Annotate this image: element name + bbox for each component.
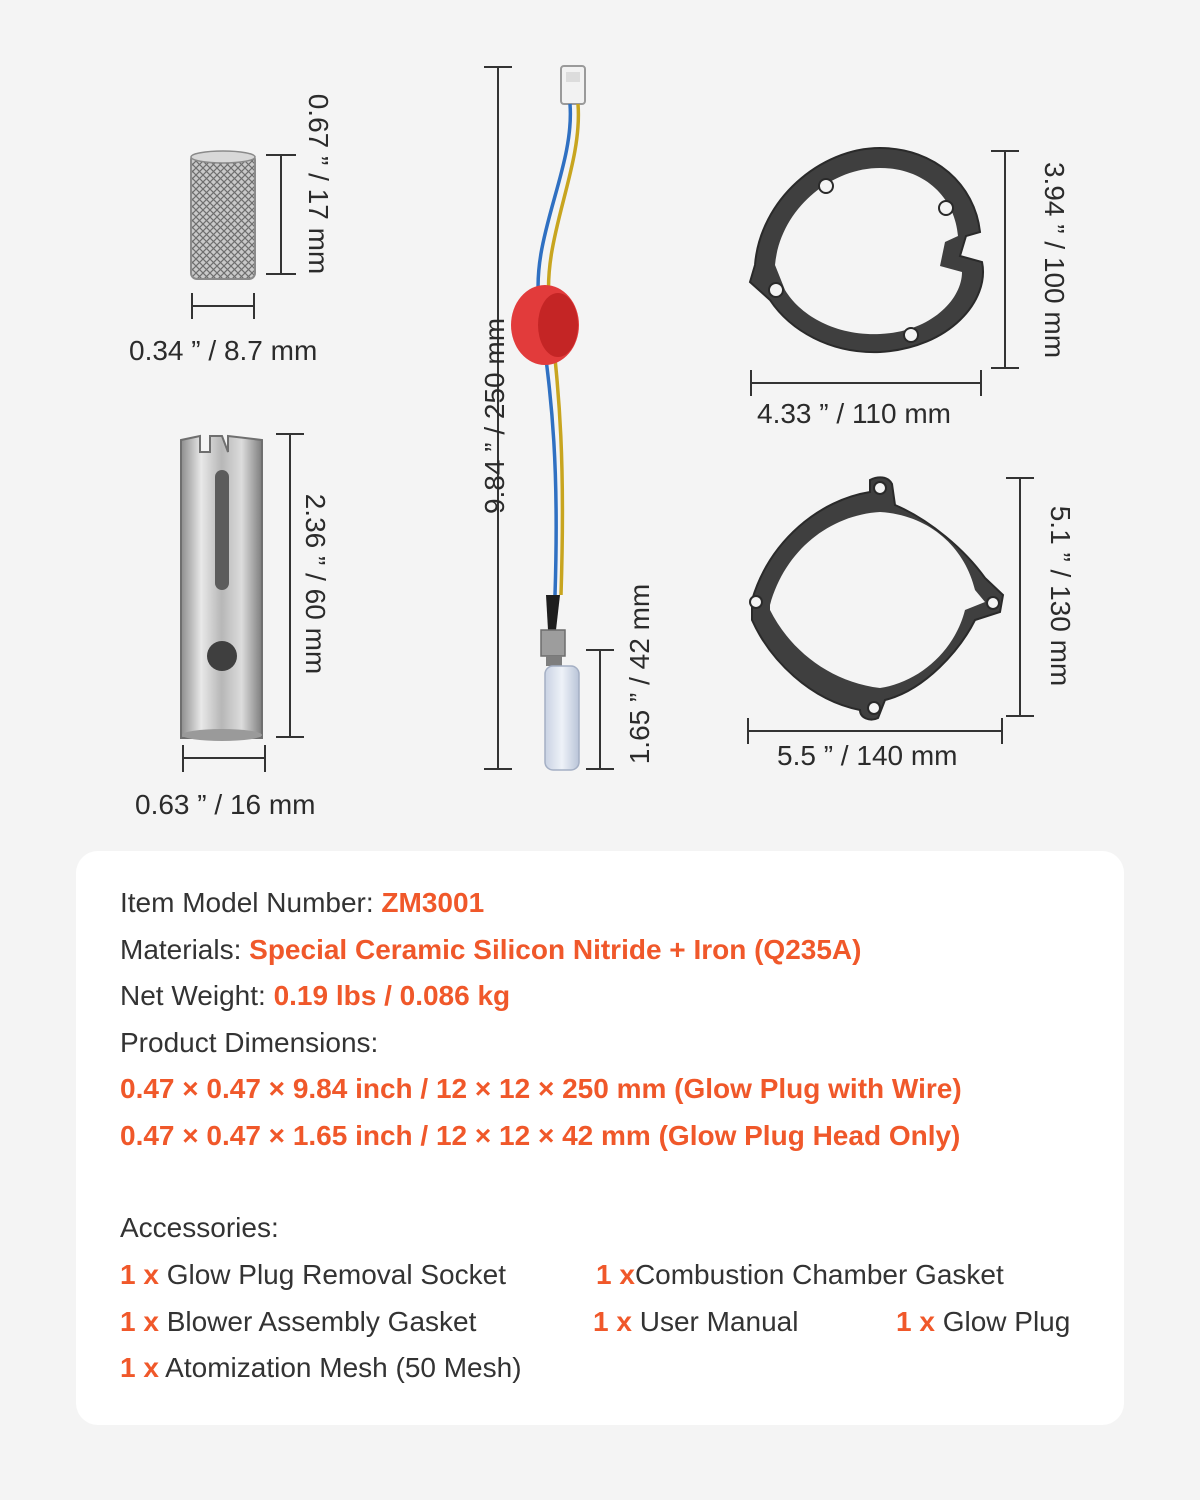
glow-plug-image bbox=[511, 66, 585, 770]
accessory-name: Blower Assembly Gasket bbox=[158, 1306, 477, 1337]
accessory-qty: 1 x bbox=[120, 1259, 159, 1290]
dimension-line-2: 0.47 × 0.47 × 1.65 inch / 12 × 12 × 42 mm (Glow Plug Head Only) bbox=[120, 1120, 961, 1151]
weight-value: 0.19 lbs / 0.086 kg bbox=[273, 980, 511, 1011]
accessories-heading: Accessories: bbox=[120, 1212, 279, 1243]
accessory-item bbox=[593, 1306, 798, 1338]
model-label: Item Model Number: bbox=[120, 887, 382, 918]
mesh-height-dimension-line bbox=[266, 155, 296, 274]
accessory-name: User Manual bbox=[631, 1306, 799, 1337]
accessory-name: Atomization Mesh (50 Mesh) bbox=[158, 1352, 522, 1383]
mesh-width-label: 0.34 ” / 8.7 mm bbox=[129, 335, 318, 366]
chamber-height-label: 3.94 ” / 100 mm bbox=[1039, 161, 1070, 359]
plug-head-dimension-line bbox=[586, 650, 614, 769]
model-row bbox=[120, 887, 484, 919]
mesh-width-dimension-line bbox=[192, 293, 254, 319]
materials-row bbox=[120, 934, 861, 966]
weight-row bbox=[120, 980, 510, 1012]
materials-value: Special Ceramic Silicon Nitride + Iron (Q235A) bbox=[249, 934, 862, 965]
accessory-qty: 1 x bbox=[593, 1306, 632, 1337]
materials-label: Materials: bbox=[120, 934, 250, 965]
chamber-width-dimension-line bbox=[751, 370, 981, 396]
combustion-chamber-gasket-image bbox=[750, 148, 983, 352]
atomization-mesh-image bbox=[191, 151, 255, 279]
chamber-width-label: 4.33 ” / 110 mm bbox=[757, 398, 952, 429]
chamber-height-dimension-line bbox=[991, 151, 1019, 368]
accessory-qty: 1 x bbox=[596, 1259, 635, 1290]
dimension-line-1: 0.47 × 0.47 × 9.84 inch / 12 × 12 × 250 mm (Glow Plug with Wire) bbox=[120, 1073, 962, 1104]
blower-height-dimension-line bbox=[1006, 478, 1034, 716]
accessory-item bbox=[896, 1306, 1070, 1338]
weight-label: Net Weight: bbox=[120, 980, 274, 1011]
socket-width-dimension-line bbox=[183, 745, 265, 772]
plug-length-label: 9.84 ” / 250 mm bbox=[479, 317, 510, 515]
blower-gasket-image bbox=[750, 477, 1003, 719]
accessory-name: Glow Plug Removal Socket bbox=[158, 1259, 506, 1290]
blower-width-label: 5.5 ” / 140 mm bbox=[777, 740, 958, 771]
accessory-name: Combustion Chamber Gasket bbox=[634, 1259, 1004, 1290]
socket-width-label: 0.63 ” / 16 mm bbox=[135, 789, 316, 820]
removal-socket-image bbox=[181, 436, 262, 741]
accessory-qty: 1 x bbox=[896, 1306, 935, 1337]
accessory-name: Glow Plug bbox=[934, 1306, 1071, 1337]
accessory-qty: 1 x bbox=[120, 1306, 159, 1337]
plug-head-label: 1.65 ” / 42 mm bbox=[624, 583, 655, 765]
accessory-item bbox=[120, 1352, 522, 1384]
mesh-height-label: 0.67 ” / 17 mm bbox=[303, 93, 334, 275]
model-value: ZM3001 bbox=[381, 887, 485, 918]
blower-height-label: 5.1 ” / 130 mm bbox=[1045, 505, 1076, 687]
accessory-qty: 1 x bbox=[120, 1352, 159, 1383]
accessory-item bbox=[120, 1306, 476, 1338]
socket-height-label: 2.36 ” / 60 mm bbox=[300, 493, 331, 675]
accessory-item bbox=[596, 1259, 1004, 1291]
accessory-item bbox=[120, 1259, 506, 1291]
dimensions-heading: Product Dimensions: bbox=[120, 1027, 379, 1058]
